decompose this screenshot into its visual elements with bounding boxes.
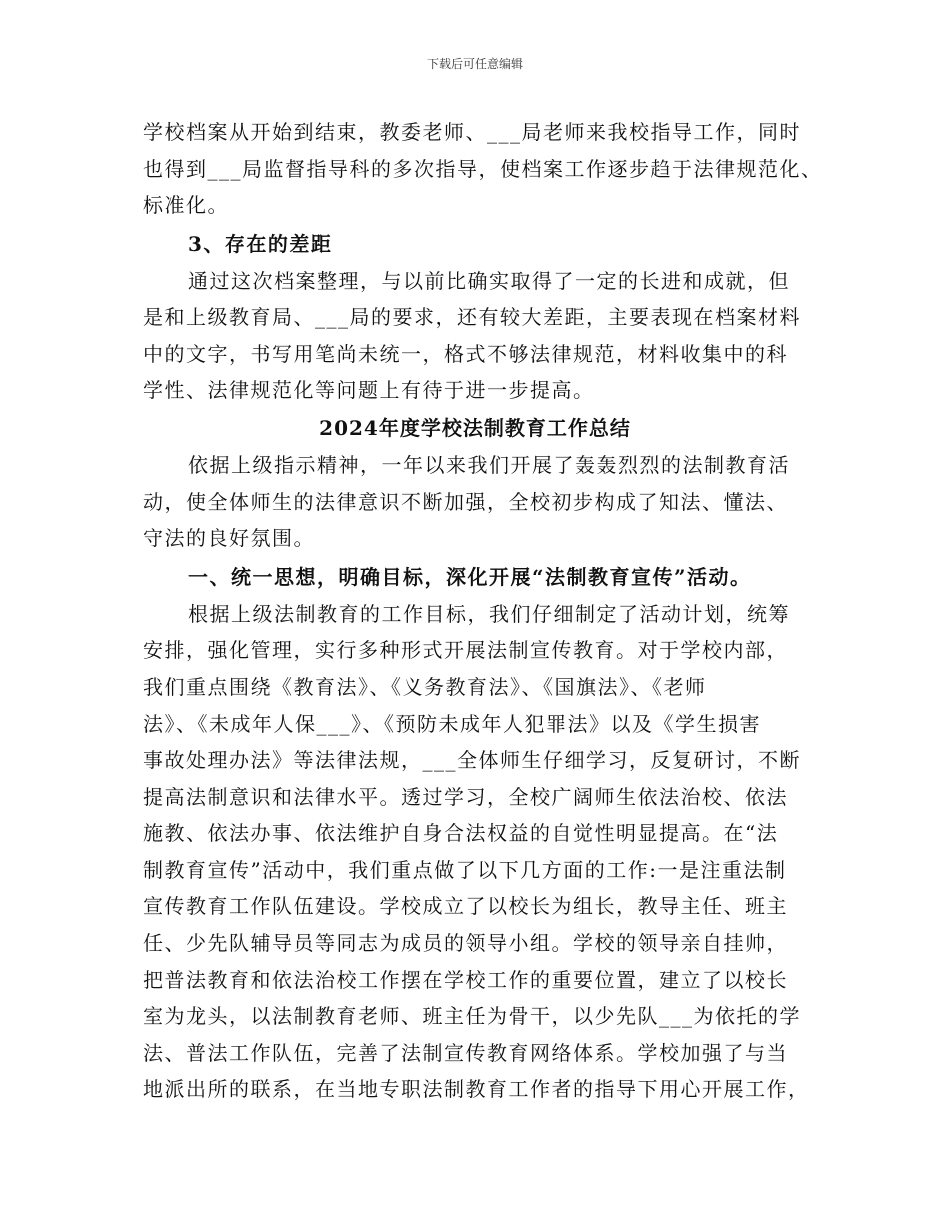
paragraph-line: 通过这次档案整理，与以前比确实取得了一定的长进和成就，但 (188, 269, 790, 293)
section-heading: 3、存在的差距 (188, 232, 333, 256)
paragraph-line: 守法的良好氛围。 (143, 526, 315, 550)
paragraph-line: 依据上级指示精神，一年以来我们开展了轰轰烈烈的法制教育活 (188, 453, 790, 477)
paragraph-line: 根据上级法制教育的工作目标，我们仔细制定了活动计划，统筹 (188, 602, 790, 626)
paragraph-line: 学校档案从开始到结束，教委老师、___局老师来我校指导工作，同时 (143, 120, 801, 144)
paragraph-line: 事故处理办法》等法律法规，___全体师生仔细学习，反复研讨，不断 (143, 748, 801, 772)
paragraph-line: 学性、法律规范化等问题上有待于进一步提高。 (143, 378, 595, 402)
paragraph-line: 把普法教育和依法治校工作摆在学校工作的重要位置，建立了以校长 (143, 968, 788, 992)
paragraph-line: 中的文字，书写用笔尚未统一，格式不够法律规范，材料收集中的科 (143, 342, 788, 366)
paragraph-line: 是和上级教育局、___局的要求，还有较大差距，主要表现在档案材料 (143, 305, 801, 329)
paragraph-line: 也得到___局监督指导科的多次指导，使档案工作逐步趋于法律规范化、 (143, 157, 823, 181)
section-heading: 一、统一思想，明确目标，深化开展“法制教育宣传”活动。 (188, 565, 752, 589)
page-header: 下载后可任意编辑 (426, 57, 523, 71)
paragraph-line: 地派出所的联系，在当地专职法制教育工作者的指导下用心开展工作， (143, 1077, 810, 1101)
paragraph-line: 安排，强化管理，实行多种形式开展法制宣传教育。对于学校内部， (143, 638, 788, 662)
paragraph-line: 我们重点围绕《教育法》、《义务教育法》、《国旗法》、《老师 (143, 675, 707, 699)
paragraph-line: 任、少先队辅导员等同志为成员的领导小组。学校的领导亲自挂帅， (143, 931, 788, 955)
paragraph-line: 提高法制意识和法律水平。透过学习，全校广阔师生依法治校、依法 (143, 785, 788, 809)
paragraph-line: 法》、《未成年人保___》、《预防未成年人犯罪法》以及《学生损害 (143, 712, 761, 736)
document-title: 2024年度学校法制教育工作总结 (319, 416, 631, 440)
paragraph-line: 室为龙头，以法制教育老师、班主任为骨干，以少先队___为依托的学 (143, 1004, 801, 1028)
paragraph-line: 法、普法工作队伍，完善了法制宣传教育网络体系。学校加强了与当 (143, 1041, 788, 1065)
paragraph-line: 施教、依法办事、依法维护自身合法权益的自觉性明显提高。在“法 (143, 821, 779, 845)
paragraph-line: 动，使全体师生的法律意识不断加强，全校初步构成了知法、懂法、 (143, 490, 788, 514)
paragraph-line: 宣传教育工作队伍建设。学校成立了以校长为组长，教导主任、班主 (143, 894, 788, 918)
paragraph-line: 标准化。 (143, 193, 229, 217)
paragraph-line: 制教育宣传”活动中，我们重点做了以下几方面的工作:一是注重法制 (143, 858, 787, 882)
